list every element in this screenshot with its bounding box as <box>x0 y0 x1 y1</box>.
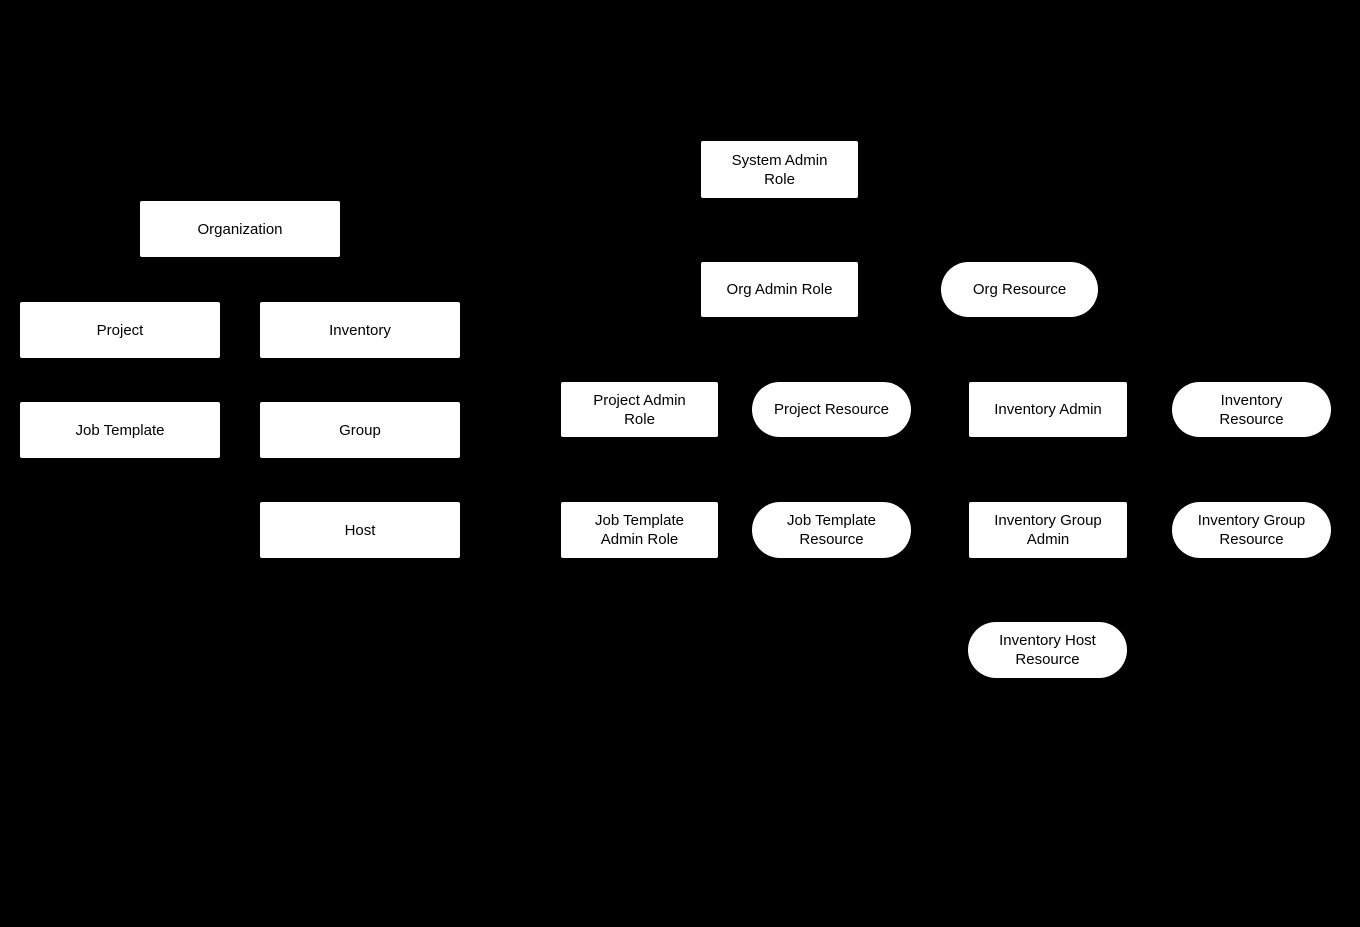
diagram-node-system-admin-role[interactable]: System Admin Role <box>701 141 858 198</box>
diagram-node-group[interactable]: Group <box>260 402 460 458</box>
diagram-node-inventory-admin[interactable]: Inventory Admin <box>969 382 1127 437</box>
diagram-node-organization[interactable]: Organization <box>140 201 340 257</box>
diagram-node-project-admin-role[interactable]: Project Admin Role <box>561 382 718 437</box>
diagram-node-inventory-group-admin[interactable]: Inventory Group Admin <box>969 502 1127 558</box>
diagram-node-job-template-admin-role[interactable]: Job Template Admin Role <box>561 502 718 558</box>
diagram-node-inventory[interactable]: Inventory <box>260 302 460 358</box>
diagram-node-project[interactable]: Project <box>20 302 220 358</box>
diagram-node-inventory-host-resource[interactable]: Inventory Host Resource <box>968 622 1127 678</box>
diagram-node-job-template[interactable]: Job Template <box>20 402 220 458</box>
diagram-node-project-resource[interactable]: Project Resource <box>752 382 911 437</box>
diagram-node-inventory-group-resource[interactable]: Inventory Group Resource <box>1172 502 1331 558</box>
diagram-node-host[interactable]: Host <box>260 502 460 558</box>
diagram-node-inventory-resource[interactable]: Inventory Resource <box>1172 382 1331 437</box>
diagram-node-org-admin-role[interactable]: Org Admin Role <box>701 262 858 317</box>
diagram-node-org-resource[interactable]: Org Resource <box>941 262 1098 317</box>
diagram-node-job-template-resource[interactable]: Job Template Resource <box>752 502 911 558</box>
